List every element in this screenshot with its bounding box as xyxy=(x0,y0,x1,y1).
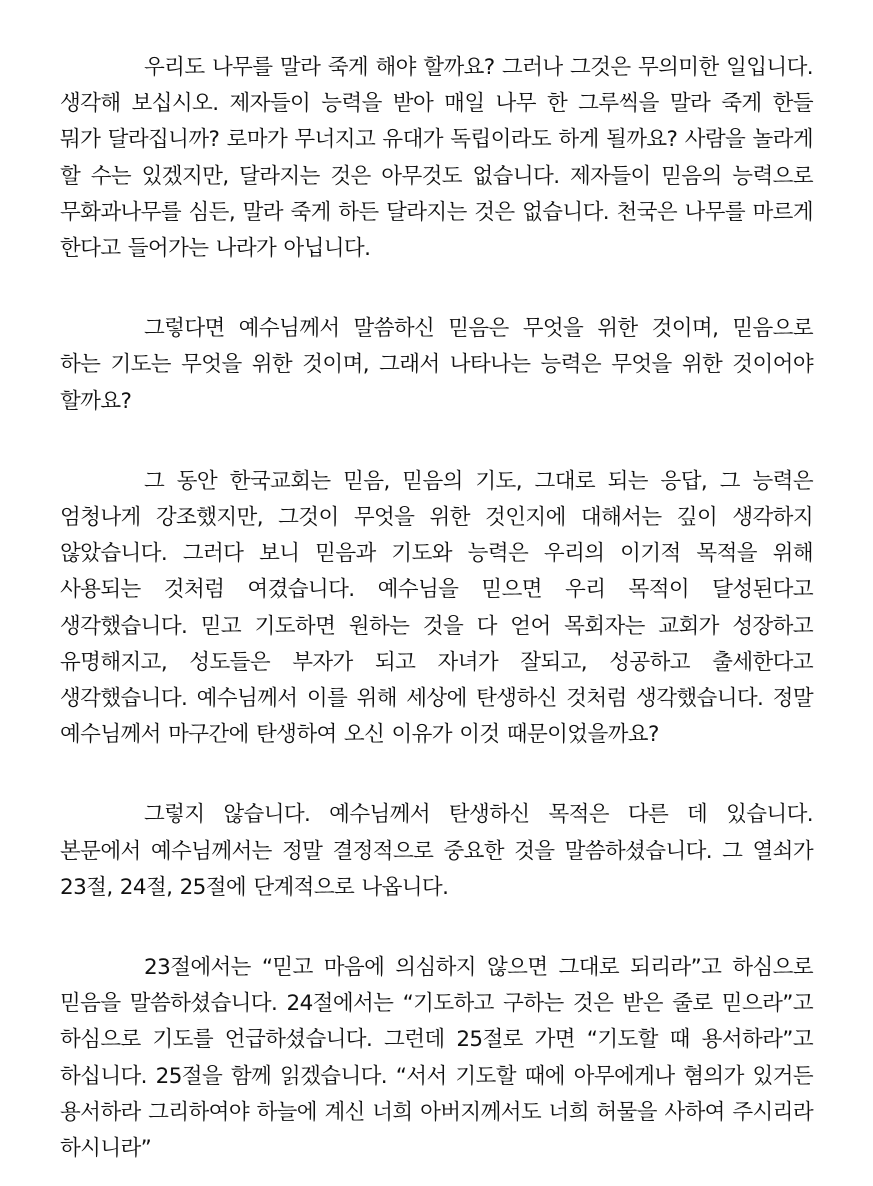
paragraph-2: 그렇다면 예수님께서 말씀하신 믿음은 무엇을 위한 것이며, 믿음으로 하는 기도는 무엇을 위한 것이며, 그래서 나타나는 능력은 무엇을 위한 것이어야 할까요? xyxy=(60,316,813,414)
paragraph-4: 그렇지 않습니다. 예수님께서 탄생하신 목적은 다른 데 있습니다. 본문에서 예수님께서는 정말 결정적으로 중요한 것을 말씀하셨습니다. 그 열쇠가 23절, 24절, 25절에 단계적으로 나옵니다. xyxy=(60,802,813,900)
paragraph-3: 그 동안 한국교회는 믿음, 믿음의 기도, 그대로 되는 응답, 그 능력은 엄청나게 강조했지만, 그것이 무엇을 위한 것인지에 대해서는 깊이 생각하지 않았습니다. 그러다 보니 믿음과 기도와 능력은 우리의 이기적 목적을 위해 사용되는 것처럼 여겼습니다. 예수님을 믿으면 우리 목적이 달성된다고 생각했습니다. 믿고 기도하면 원하는 것을 다 얻어 목회자는 교회가 성장하고 유명해지고, 성도들은 부자가 되고 자녀가 잘되고, 성공하고 출세한다고 생각했습니다. 예수님께서 이를 위해 세상에 탄생하신 것처럼 생각했습니다. 정말 예수님께서 마구간에 탄생하여 오신 이유가 이것 때문이었을까요? xyxy=(60,468,813,748)
paragraph-1: 우리도 나무를 말라 죽게 해야 할까요? 그러나 그것은 무의미한 일입니다. 생각해 보십시오. 제자들이 능력을 받아 매일 나무 한 그루씩을 말라 죽게 한들 뭐가 달라집니까? 로마가 무너지고 유대가 독립이라도 하게 될까요? 사람을 놀라게 할 수는 있겠지만, 달라지는 것은 아무것도 없습니다. 제자들이 믿음의 능력으로 무화과나무를 심든, 말라 죽게 하든 달라지는 것은 없습니다. 천국은 나무를 마르게 한다고 들어가는 나라가 아닙니다. xyxy=(60,55,813,262)
paragraph-5: 23절에서는 “믿고 마음에 의심하지 않으면 그대로 되리라”고 하심으로 믿음을 말씀하셨습니다. 24절에서는 “기도하고 구하는 것은 받은 줄로 믿으라”고 하심으로 기도를 언급하셨습니다. 그런데 25절로 가면 “기도할 때 용서하라”고 하십니다. 25절을 함께 읽겠습니다. “서서 기도할 때에 아무에게나 혐의가 있거든 용서하라 그리하여야 하늘에 계신 너희 아버지께서도 너희 허물을 사하여 주시리라 하시니라” xyxy=(60,955,813,1162)
